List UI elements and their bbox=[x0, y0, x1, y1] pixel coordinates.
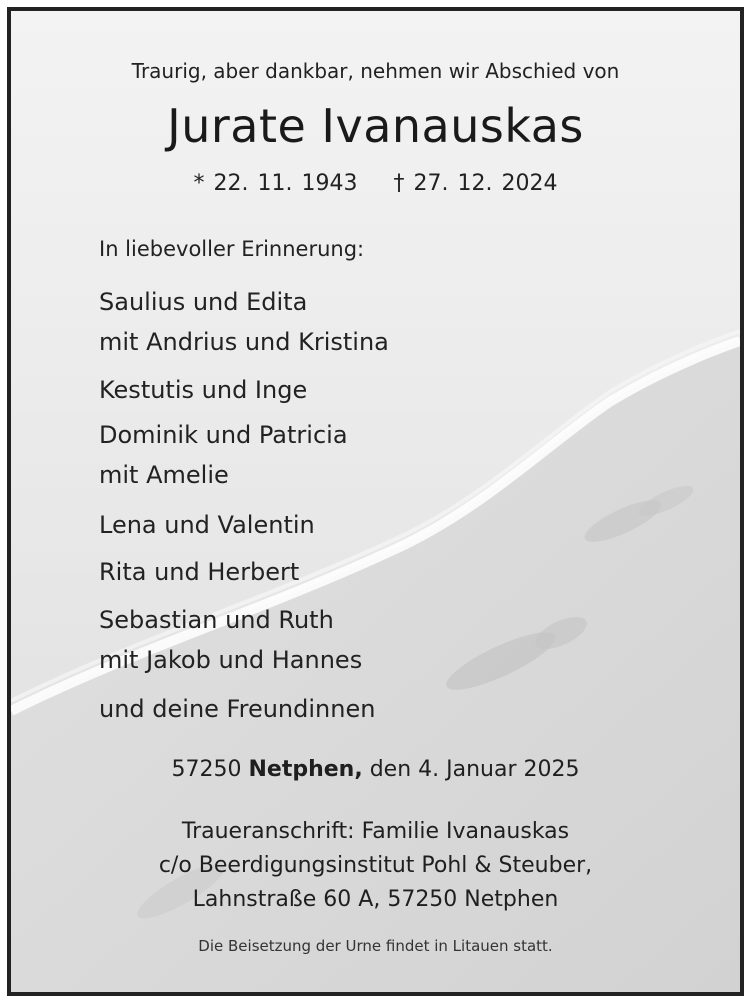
mourner-group bbox=[99, 415, 348, 495]
mourner-line: Rita und Herbert bbox=[99, 558, 300, 586]
place-date: den 4. Januar 2025 bbox=[369, 757, 580, 782]
mourner-line: mit Andrius und Kristina bbox=[99, 328, 389, 356]
birth-date: * 22. 11. 1943 bbox=[193, 171, 358, 196]
condolence-address bbox=[11, 815, 740, 917]
death-date: † 27. 12. 2024 bbox=[393, 171, 558, 196]
mourner-line: mit Amelie bbox=[99, 461, 229, 489]
obituary-text bbox=[11, 11, 740, 992]
mourner-line: mit Jakob und Hannes bbox=[99, 646, 363, 674]
mourner-group bbox=[99, 600, 362, 680]
mourner-line: Lena und Valentin bbox=[99, 511, 315, 539]
address-line: Lahnstraße 60 A, 57250 Netphen bbox=[192, 887, 559, 912]
place-and-date bbox=[11, 757, 740, 782]
obituary-card bbox=[7, 7, 744, 996]
mourner-group bbox=[99, 505, 315, 545]
mourner-group bbox=[99, 282, 389, 362]
mourner-line: und deine Freundinnen bbox=[99, 695, 376, 723]
intro-text: Traurig, aber dankbar, nehmen wir Abschied von bbox=[131, 59, 620, 83]
mourner-line: Saulius und Edita bbox=[99, 288, 308, 316]
place-zip: 57250 bbox=[171, 757, 242, 782]
mourner-group bbox=[99, 689, 375, 729]
life-dates bbox=[11, 171, 740, 196]
address-line: Traueranschrift: Familie Ivanauskas bbox=[181, 819, 570, 844]
mourner-group bbox=[99, 370, 307, 410]
deceased-name: Jurate Ivanauskas bbox=[167, 99, 584, 153]
memory-heading: In liebevoller Erinnerung: bbox=[99, 237, 365, 261]
burial-note: Die Beisetzung der Urne findet in Litauen statt. bbox=[198, 937, 553, 955]
mourner-line: Kestutis und Inge bbox=[99, 376, 308, 404]
place-city: Netphen, bbox=[248, 757, 363, 782]
address-line: c/o Beerdigungsinstitut Pohl & Steuber, bbox=[158, 853, 593, 878]
mourner-line: Dominik und Patricia bbox=[99, 421, 348, 449]
mourner-group bbox=[99, 552, 299, 592]
mourner-line: Sebastian und Ruth bbox=[99, 606, 334, 634]
